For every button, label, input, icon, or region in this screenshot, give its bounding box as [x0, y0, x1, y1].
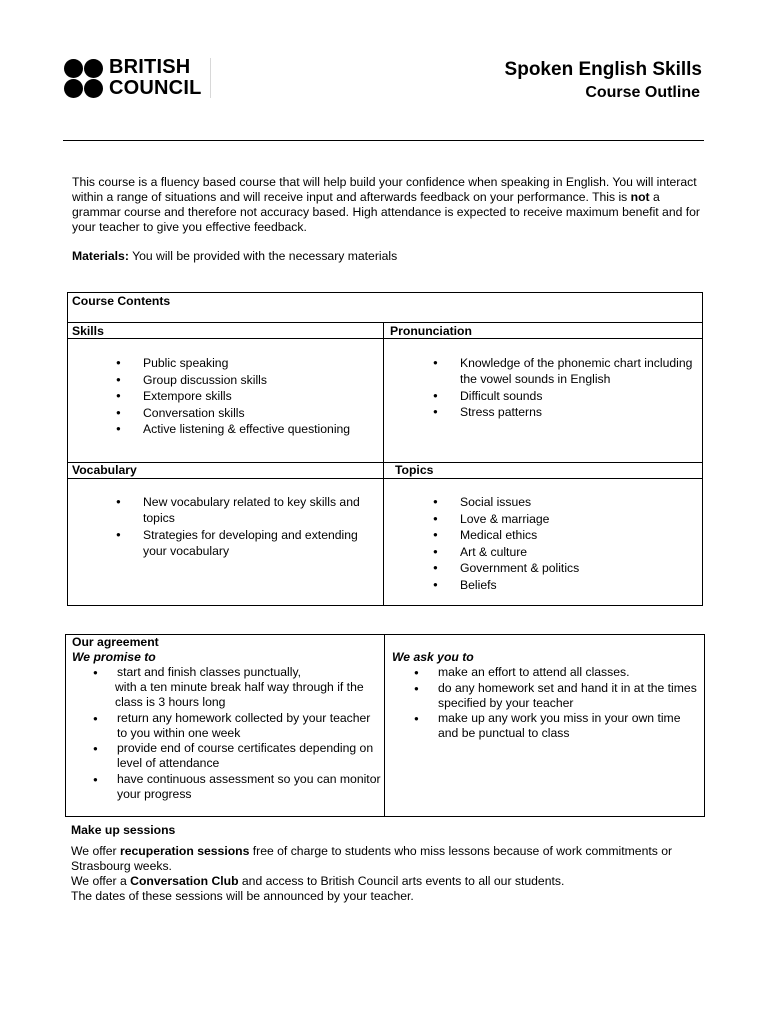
pronunciation-heading: Pronunciation: [390, 324, 472, 338]
table-column-rule: [384, 635, 385, 816]
vocabulary-list-cell: [116, 494, 381, 559]
agreement-heading: Our agreement: [72, 635, 159, 649]
promise-list: [93, 665, 381, 802]
logo-dots-icon: [64, 57, 104, 101]
logo-line-2: COUNCIL: [109, 77, 202, 99]
materials-label: Materials:: [72, 249, 129, 263]
promise-item-1: start and finish classes punctually,: [117, 665, 302, 679]
intro-emphasis: not: [630, 190, 650, 204]
promise-list-cell: [93, 665, 381, 802]
list-item: ● have continuous assessment so you can monitor your progress: [93, 772, 381, 802]
list-item: ● return any homework collected by your teacher to you within one week: [93, 711, 381, 741]
logo-wordmark: [109, 57, 202, 99]
topics-heading: Topics: [395, 463, 434, 477]
course-contents-table: [67, 292, 703, 606]
list-item: ● Government & politics: [433, 560, 695, 576]
pronunciation-list-cell: [433, 355, 695, 421]
course-contents-heading: Course Contents: [72, 294, 171, 308]
list-item: ● make up any work you miss in your own time and be punctual to class: [414, 711, 702, 741]
table-rule: [68, 338, 702, 339]
list-item: ● Medical ethics: [433, 527, 695, 543]
ask-list-cell: [414, 665, 702, 742]
intro-part-2: a grammar course and therefore not accuracy based. High attendance is expected to receive maximum benefit and for your teacher to give you effective feedback.: [72, 190, 700, 234]
skills-list-cell: [116, 355, 386, 438]
materials-line: [72, 249, 397, 264]
vocabulary-heading: Vocabulary: [72, 463, 137, 477]
table-rule: [68, 322, 702, 323]
list-item: ● provide end of course certificates depending on level of attendance: [93, 741, 381, 771]
list-item: ● make an effort to attend all classes.: [414, 665, 702, 680]
intro-paragraph: [72, 175, 702, 235]
list-item: ● Extempore skills: [116, 388, 386, 404]
intro-part-1: This course is a fluency based course that will help build your confidence when speaking in English. You will interact within a range of situations and will receive input and afterwards feedback on your performance. This is: [72, 175, 697, 204]
promise-heading: We promise to: [72, 650, 156, 664]
agreement-table: [65, 634, 705, 817]
makeup-text: free of charge to students who miss lessons because of work commitments or Strasbourg weeks.: [71, 844, 673, 873]
list-item: ● Strategies for developing and extending your vocabulary: [116, 527, 381, 559]
list-item: ● Beliefs: [433, 577, 695, 593]
list-item: ● Public speaking: [116, 355, 386, 371]
skills-heading: Skills: [72, 324, 104, 338]
makeup-text: and access to British Council arts events to all our students.: [238, 874, 565, 888]
list-item: ● New vocabulary related to key skills and topics: [116, 494, 381, 526]
pronunciation-list: [433, 355, 695, 420]
makeup-line-1: [71, 844, 711, 874]
materials-text: You will be provided with the necessary materials: [128, 249, 398, 263]
makeup-line-2: [71, 874, 711, 889]
document-title-block: [505, 59, 702, 103]
list-item: ● Conversation skills: [116, 405, 386, 421]
british-council-logo: [64, 57, 214, 101]
list-item: ● Group discussion skills: [116, 372, 386, 388]
makeup-emphasis: recuperation sessions: [120, 844, 250, 858]
makeup-text: We offer: [71, 844, 120, 858]
makeup-heading: Make up sessions: [71, 823, 176, 837]
table-rule: [68, 478, 702, 479]
logo-divider: [210, 58, 211, 98]
list-item: ● Love & marriage: [433, 511, 695, 527]
vocabulary-list: [116, 494, 381, 559]
ask-heading: We ask you to: [392, 650, 474, 664]
makeup-paragraph: [71, 844, 711, 904]
list-item: ● Stress patterns: [433, 404, 695, 420]
list-item: ● Art & culture: [433, 544, 695, 560]
topics-list: [433, 494, 695, 593]
list-item: ● Difficult sounds: [433, 388, 695, 404]
makeup-text: We offer a: [71, 874, 131, 888]
ask-list: [414, 665, 702, 741]
table-rule: [68, 462, 702, 463]
skills-list: [116, 355, 386, 437]
topics-list-cell: [433, 494, 695, 593]
page-title: Spoken English Skills: [504, 59, 702, 80]
makeup-emphasis: Conversation Club: [130, 874, 239, 888]
promise-note: with a ten minute break half way through if the class is 3 hours long: [115, 680, 364, 709]
logo-line-1: BRITISH: [109, 56, 191, 78]
header-divider: [63, 140, 704, 141]
page-subtitle: Course Outline: [585, 84, 700, 101]
list-item: ● do any homework set and hand it in at the times specified by your teacher: [414, 681, 702, 711]
list-item: ● Social issues: [433, 494, 695, 510]
table-column-rule: [383, 322, 384, 605]
list-item: ● Knowledge of the phonemic chart including the vowel sounds in English: [433, 355, 695, 387]
makeup-line-3: The dates of these sessions will be announced by your teacher.: [71, 889, 414, 903]
list-item: ● Active listening & effective questioning: [116, 421, 386, 437]
list-item: [93, 665, 381, 710]
